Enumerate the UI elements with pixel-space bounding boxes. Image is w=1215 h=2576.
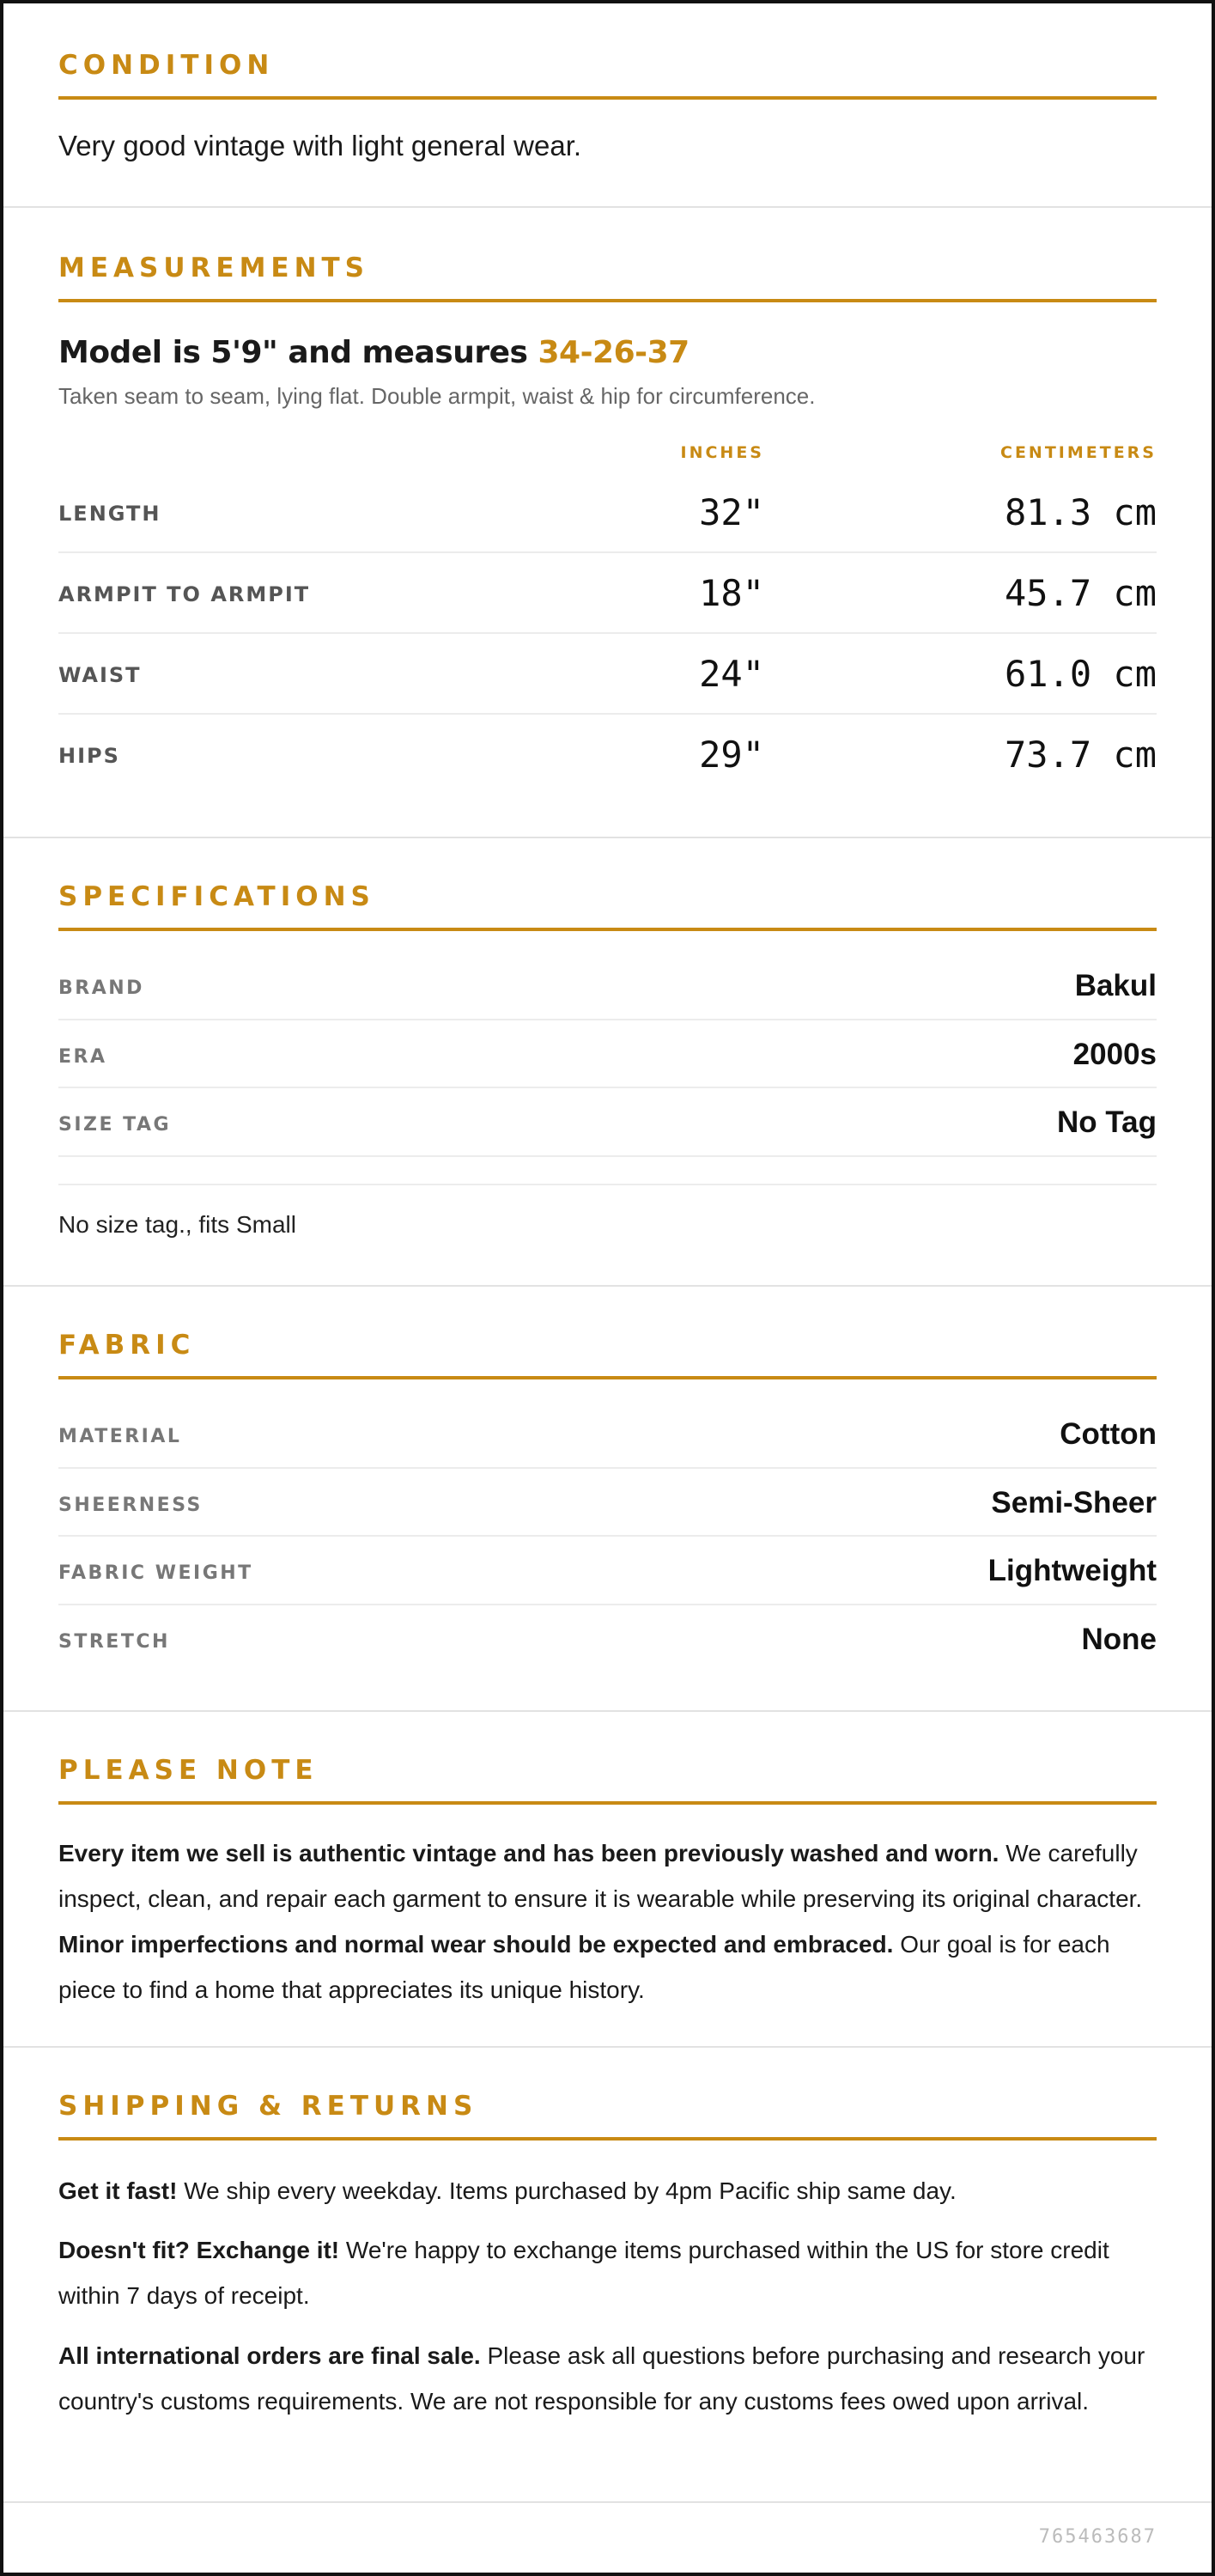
shipping-rule <box>58 2137 1157 2141</box>
shipping-exchange-bold: Doesn't fit? Exchange it! <box>58 2237 340 2263</box>
please-note-rule <box>58 1801 1157 1805</box>
spec-row <box>58 1088 1157 1157</box>
shipping-paragraph-exchange <box>58 2227 1157 2318</box>
spec-row <box>58 952 1157 1020</box>
fabric-rule <box>58 1376 1157 1379</box>
measurement-cm: 81.3 cm <box>1004 491 1157 533</box>
fabric-value: Cotton <box>1060 1417 1157 1451</box>
please-note-title: PLEASE NOTE <box>58 1755 319 1786</box>
fabric-title: FABRIC <box>58 1330 196 1361</box>
please-note-bold-1: Every item we sell is authentic vintage and has been previously washed and worn. <box>58 1840 999 1867</box>
measurement-inches: 24" <box>699 653 764 695</box>
measurements-note: Taken seam to seam, lying flat. Double armpit, waist & hip for circumference. <box>58 383 816 409</box>
model-measures-heading <box>58 335 690 370</box>
fabric-value: Semi-Sheer <box>991 1486 1157 1519</box>
shipping-paragraph-international <box>58 2333 1157 2424</box>
section-divider <box>3 837 1212 838</box>
shipping-fast-bold: Get it fast! <box>58 2177 178 2204</box>
spec-label: ERA <box>58 1046 107 1068</box>
condition-text: Very good vintage with light general wear. <box>58 130 582 161</box>
measurement-inches: 32" <box>699 491 764 533</box>
measurement-row <box>58 553 1157 634</box>
fabric-row <box>58 1469 1157 1537</box>
condition-title: CONDITION <box>58 50 275 81</box>
fabric-row <box>58 1605 1157 1673</box>
measurement-row <box>58 472 1157 553</box>
measurements-rule <box>58 299 1157 302</box>
please-note-text-1: We carefully inspect, clean, and repair each garment to ensure it is wearable while preserving its original character. <box>58 1840 1143 1912</box>
measurements-title: MEASUREMENTS <box>58 253 370 283</box>
measurement-cm: 73.7 cm <box>1004 734 1157 776</box>
specifications-title: SPECIFICATIONS <box>58 881 375 912</box>
model-measures-prefix: Model is 5'9" and measures <box>58 335 528 370</box>
fabric-label: FABRIC WEIGHT <box>58 1562 253 1584</box>
fabric-value: None <box>1081 1623 1157 1656</box>
fabric-row <box>58 1400 1157 1469</box>
please-note-text-2: Our goal is for each piece to find a home that appreciates its unique history. <box>58 1931 1110 2003</box>
spec-value: No Tag <box>1056 1105 1157 1139</box>
measurement-inches: 18" <box>699 572 764 614</box>
please-note-section <box>58 1755 1157 2013</box>
section-divider <box>3 2046 1212 2048</box>
please-note-bold-2: Minor imperfections and normal wear should be expected and embraced. <box>58 1931 894 1958</box>
section-divider <box>3 2501 1212 2503</box>
measurement-label: HIPS <box>58 744 120 768</box>
column-header-inches: INCHES <box>680 443 764 462</box>
condition-section <box>58 50 1157 179</box>
shipping-international-bold: All international orders are final sale. <box>58 2342 481 2369</box>
section-divider <box>3 1285 1212 1287</box>
fabric-section <box>58 1330 1157 1690</box>
please-note-paragraph <box>58 1830 1157 2013</box>
fabric-label: SHEERNESS <box>58 1495 203 1516</box>
specifications-section <box>58 881 1157 1276</box>
spec-label: BRAND <box>58 977 144 999</box>
fabric-row <box>58 1537 1157 1605</box>
measurements-section <box>58 253 1157 819</box>
specifications-rule <box>58 928 1157 931</box>
fabric-value: Lightweight <box>987 1554 1157 1587</box>
sku-number: 765463687 <box>1038 2526 1157 2548</box>
measurement-inches: 29" <box>699 734 764 776</box>
measurement-row <box>58 634 1157 715</box>
model-measures-value: 34-26-37 <box>538 335 690 370</box>
measurement-label: LENGTH <box>58 502 161 526</box>
section-divider <box>3 206 1212 208</box>
shipping-paragraph-fast <box>58 2168 1157 2214</box>
size-note: No size tag., fits Small <box>58 1211 296 1238</box>
spec-value: 2000s <box>1072 1038 1157 1071</box>
spec-value: Bakul <box>1074 969 1157 1002</box>
condition-rule <box>58 96 1157 100</box>
shipping-fast-text: We ship every weekday. Items purchased by 4pm Pacific ship same day. <box>177 2177 957 2204</box>
row-divider <box>58 1184 1157 1185</box>
measurement-label: ARMPIT TO ARMPIT <box>58 582 311 606</box>
column-header-centimeters: CENTIMETERS <box>1000 443 1157 462</box>
row-divider <box>58 1155 1157 1157</box>
measurement-cm: 61.0 cm <box>1004 653 1157 695</box>
fabric-label: MATERIAL <box>58 1426 182 1447</box>
fabric-label: STRETCH <box>58 1631 170 1653</box>
shipping-section <box>58 2091 1157 2486</box>
shipping-international-text: Please ask all questions before purchasing and research your country's customs requirements. We are not responsible for any customs fees owed upon arrival. <box>58 2342 1145 2415</box>
spec-label: SIZE TAG <box>58 1114 172 1136</box>
shipping-title: SHIPPING & RETURNS <box>58 2091 478 2122</box>
section-divider <box>3 1710 1212 1712</box>
measurement-label: WAIST <box>58 663 142 687</box>
measurement-cm: 45.7 cm <box>1004 572 1157 614</box>
measurement-row <box>58 715 1157 795</box>
shipping-exchange-text: We're happy to exchange items purchased within the US for store credit within 7 days of receipt. <box>58 2237 1109 2309</box>
spec-row <box>58 1020 1157 1088</box>
